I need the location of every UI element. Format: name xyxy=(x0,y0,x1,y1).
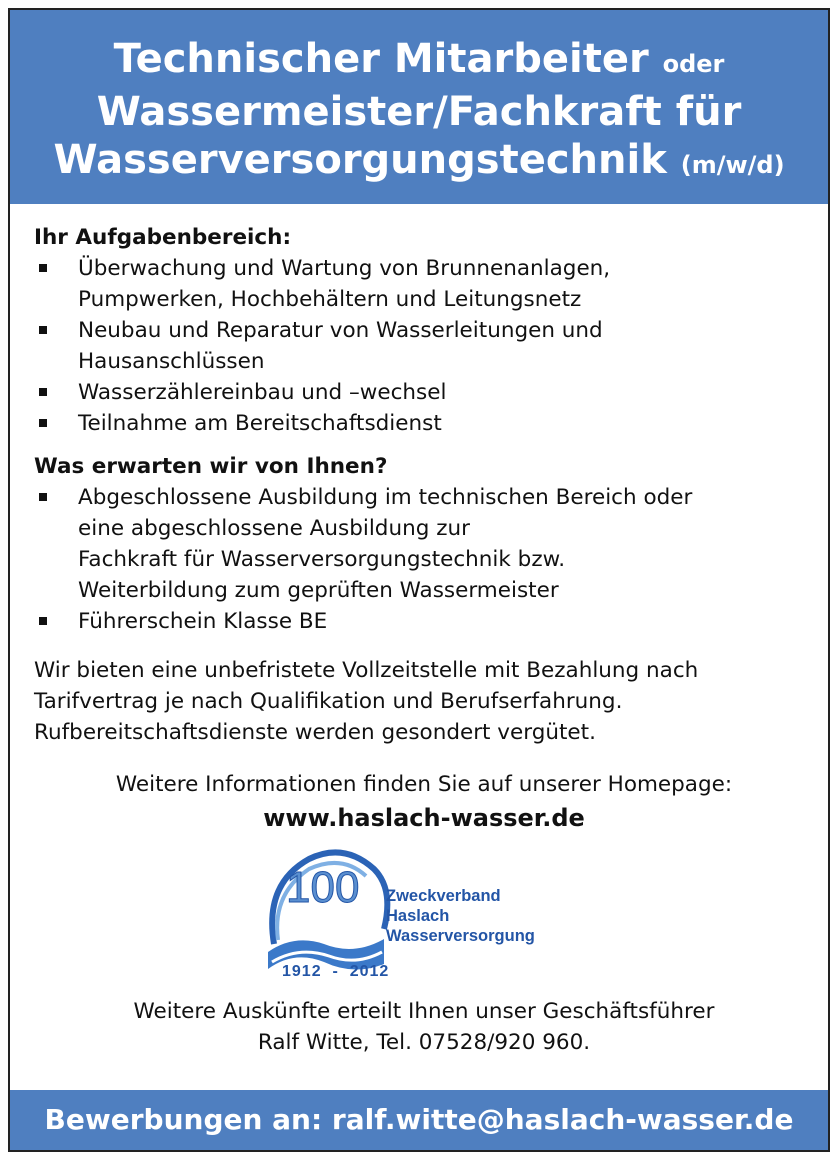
logo-years: 1912 - 2012 xyxy=(282,963,390,980)
list-item-text: Abgeschlossene Ausbildung im technischen Bereich oder xyxy=(78,485,693,510)
title-oder: oder xyxy=(662,50,725,78)
offer-line: Rufbereitschaftsdienste werden gesondert vergütet. xyxy=(34,720,596,745)
list-item xyxy=(34,253,814,315)
list-item-text: Fachkraft für Wasserversorgungstechnik bzw. xyxy=(78,547,566,572)
offer-line: Wir bieten eine unbefristete Vollzeitstelle mit Bezahlung nach xyxy=(34,658,699,683)
logo-name-line: Zweckverband xyxy=(386,887,501,905)
list-item-text: Neubau und Reparatur von Wasserleitungen und xyxy=(78,318,603,343)
logo-name xyxy=(386,886,535,946)
title-line-2: Wassermeister/Fachkraft für xyxy=(96,89,742,135)
list-item xyxy=(34,482,814,606)
list-item-text: Weiterbildung zum geprüften Wassermeister xyxy=(78,578,559,603)
tasks-heading: Ihr Aufgabenbereich: xyxy=(34,225,292,250)
logo-name-line: Haslach xyxy=(386,907,450,925)
list-item-text: Pumpwerken, Hochbehältern und Leitungsnetz xyxy=(78,287,582,312)
contact-line: Weitere Auskünfte erteilt Ihnen unser Geschäftsführer xyxy=(133,999,715,1024)
bullet-icon xyxy=(39,388,47,396)
list-item-text: Wasserzählereinbau und –wechsel xyxy=(78,380,447,405)
requirements-list xyxy=(34,482,814,637)
header-banner xyxy=(10,10,828,204)
tasks-list xyxy=(34,253,814,439)
logo-jahre: Jahre xyxy=(330,911,358,923)
application-email[interactable]: Bewerbungen an: ralf.witte@haslach-wasser.de xyxy=(44,1103,794,1136)
title-line-1 xyxy=(10,35,828,88)
company-logo xyxy=(254,844,574,994)
homepage-link[interactable]: www.haslach-wasser.de xyxy=(263,804,585,832)
title-part-1: Technischer Mitarbeiter xyxy=(113,36,649,82)
list-item-text: Führerschein Klasse BE xyxy=(78,609,328,634)
list-item xyxy=(34,377,814,408)
job-ad-frame xyxy=(8,8,830,1152)
list-item xyxy=(34,408,814,439)
list-item xyxy=(34,315,814,377)
list-item-text: Überwachung und Wartung von Brunnenanlagen, xyxy=(78,256,611,281)
bullet-icon xyxy=(39,419,47,427)
contact-line: Ralf Witte, Tel. 07528/920 960. xyxy=(257,1030,591,1055)
requirements-heading: Was erwarten wir von Ihnen? xyxy=(34,454,388,479)
list-item-text: eine abgeschlossene Ausbildung zur xyxy=(78,516,470,541)
bullet-icon xyxy=(39,264,47,272)
logo-number: 100 xyxy=(286,863,360,912)
title-line-3 xyxy=(10,136,828,189)
list-item-text: Hausanschlüssen xyxy=(78,349,265,374)
list-item xyxy=(34,606,814,637)
title-part-3: Wasserversorgungstechnik xyxy=(53,137,667,183)
info-text: Weitere Informationen finden Sie auf unserer Homepage: xyxy=(115,772,733,797)
offer-line: Tarifvertrag je nach Qualifikation und Berufserfahrung. xyxy=(34,689,623,714)
contact-info xyxy=(34,996,814,1058)
offer-paragraph xyxy=(34,655,814,748)
main-content xyxy=(34,222,814,1058)
logo-name-line: Wasserversorgung xyxy=(386,927,535,945)
bullet-icon xyxy=(39,493,47,501)
title-mwd: (m/w/d) xyxy=(680,151,785,179)
footer-banner xyxy=(10,1090,828,1150)
bullet-icon xyxy=(39,326,47,334)
bullet-icon xyxy=(39,617,47,625)
list-item-text: Teilnahme am Bereitschaftsdienst xyxy=(78,411,442,436)
